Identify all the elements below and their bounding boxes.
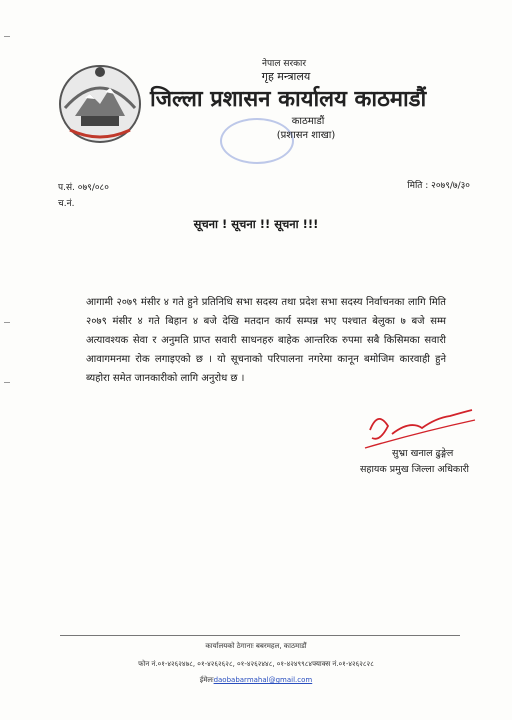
section-label: (प्रशासन शाखा) — [276, 130, 336, 141]
email-link[interactable]: daobabarmahal@gmail.com — [213, 676, 313, 684]
margin-mark — [4, 382, 10, 383]
ministry-label: गृह मन्त्रालय — [261, 70, 311, 83]
margin-mark — [4, 36, 10, 37]
notice-body: आगामी २०७९ मंसीर ४ गते हुने प्रतिनिधि सभा सदस्य तथा प्रदेश सभा सदस्य निर्वाचनका लागि मिति २०७९ मंसीर ४ गते बिहान ४ बजे देखि मतदान कार्य सम्पन्न भए पश्चात बेलुका ७ बजे सम्म अत्यावश्यक सेवा र अनुमति प्राप्त सवारी साधनहरु बाहेक आन्तरिक रुपमा सबै किसिमका सवारी आवागमनमा रोक लगाइएको छ । यो सूचनाको परिपालना नगरेमा कानून बमोजिम कारवाही हुने ब्यहोरा समेत जानकारीको लागि अनुरोध छ । — [86, 297, 446, 384]
signatory-title: सहायक प्रमुख जिल्ला अधिकारी — [360, 464, 470, 475]
footer-phone: फोन नं.०१-४२६२४७८, ०१-४२६२६२८, ०१-४२६२४४८, ०१-४२४९९८४फ्याक्स नं.०१-४२६२८२८ — [138, 660, 374, 668]
footer-email — [0, 676, 512, 685]
office-title: जिल्ला प्रशासन कार्यालय काठमाडौं — [150, 87, 427, 112]
notice-title: सूचना ! सूचना !! सूचना !!! — [193, 217, 319, 231]
footer-address: कार्यालयको ठेगानाः बबरमहल, काठमाडौं — [205, 642, 307, 650]
reference-number: प.सं. ०७९/०८० — [58, 183, 109, 193]
city-label: काठमाडौं — [291, 116, 325, 127]
government-label: नेपाल सरकार — [261, 59, 307, 69]
dispatch-number: च.नं. — [58, 199, 75, 209]
footer-divider — [60, 635, 460, 636]
document-date: मिति : २०७९/७/३० — [407, 181, 470, 191]
email-label: ईमेलः — [199, 676, 214, 684]
signatory-name: सुभ्रा खनाल ढुङ्गेल — [392, 448, 454, 459]
margin-mark — [4, 322, 10, 323]
